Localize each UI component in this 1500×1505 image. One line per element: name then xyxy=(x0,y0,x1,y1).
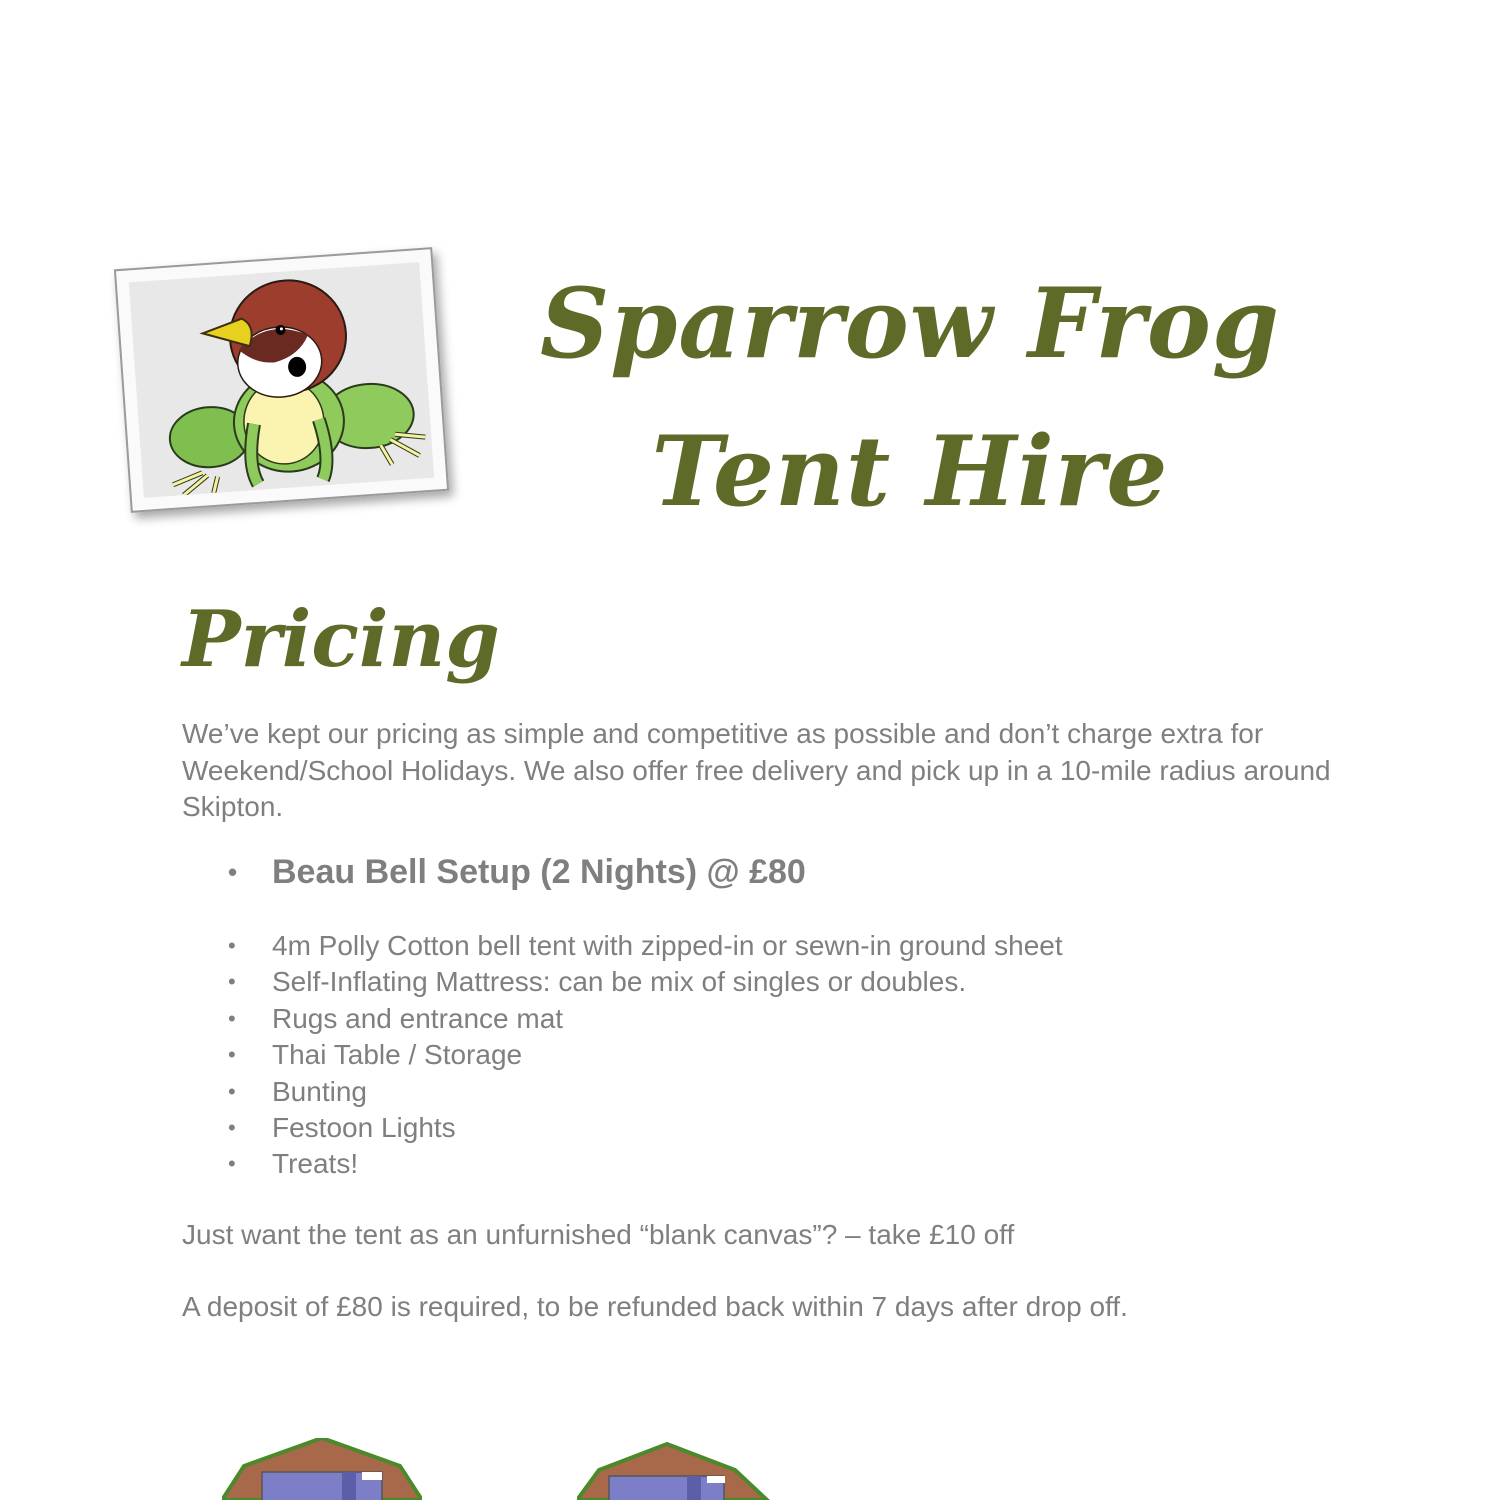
list-item-text: Self-Inflating Mattress: can be mix of singles or doubles. xyxy=(272,966,967,998)
list-item-text: Bunting xyxy=(272,1075,367,1107)
list-item xyxy=(182,1110,1063,1146)
list-item xyxy=(182,1074,1063,1110)
list-item-text: Festoon Lights xyxy=(272,1112,456,1144)
unfurnished-discount-note: Just want the tent as an unfurnished “blank canvas”? – take £10 off xyxy=(182,1219,1015,1250)
deposit-note: A deposit of £80 is required, to be refunded back within 7 days after drop off. xyxy=(182,1291,1128,1322)
included-items-list xyxy=(182,928,1063,1183)
bullet-icon: • xyxy=(228,969,236,995)
list-item-text: Treats! xyxy=(272,1148,359,1180)
page-title: Sparrow Frog Tent Hire xyxy=(539,267,1281,528)
package-label: Beau Bell Setup (2 Nights) @ £80 xyxy=(272,853,806,891)
bullet-icon: • xyxy=(228,1042,236,1068)
list-item xyxy=(182,964,1063,1000)
sparrow-frog-logo xyxy=(129,262,434,498)
list-item xyxy=(182,1146,1063,1182)
list-item xyxy=(182,1037,1063,1073)
package-list xyxy=(182,850,806,894)
bell-tent-icon xyxy=(577,1438,777,1500)
package-item xyxy=(182,850,806,894)
bell-tent-icon xyxy=(222,1438,422,1500)
tent-image-2 xyxy=(577,1438,777,1500)
bullet-icon: • xyxy=(228,1005,236,1031)
section-heading-pricing: Pricing xyxy=(182,594,500,685)
logo-photo-frame xyxy=(114,247,449,513)
list-item-text: Rugs and entrance mat xyxy=(272,1002,564,1034)
bullet-icon: • xyxy=(228,1115,236,1141)
bullet-icon: • xyxy=(228,1078,236,1104)
list-item xyxy=(182,928,1063,964)
list-item xyxy=(182,1001,1063,1037)
list-item-text: 4m Polly Cotton bell tent with zipped-in or sewn-in ground sheet xyxy=(272,930,1063,961)
bullet-icon: • xyxy=(228,933,236,958)
sparrow-frog-illustration-icon xyxy=(129,262,434,498)
bullet-icon: • xyxy=(228,1151,236,1177)
bullet-icon: • xyxy=(228,857,238,887)
tent-image-1 xyxy=(222,1438,422,1500)
pricing-intro-paragraph: We’ve kept our pricing as simple and competitive as possible and don’t charge extra for Weekend/School Holidays. We also offer free delivery and pick up in a 10-mile radius around Skipton. xyxy=(182,718,1331,822)
list-item-text: Thai Table / Storage xyxy=(272,1039,523,1071)
